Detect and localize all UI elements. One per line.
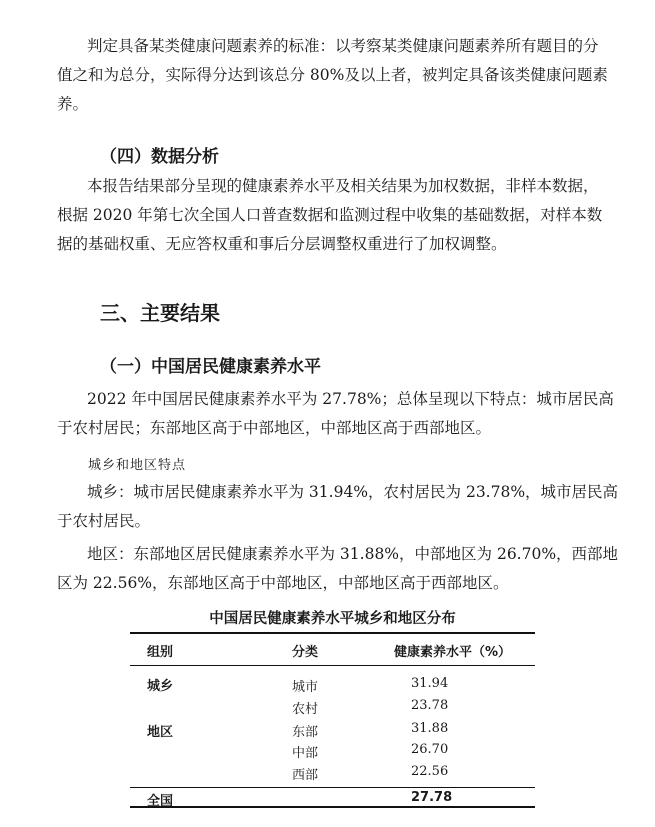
chapter-heading-main-results: 三、主要结果 xyxy=(100,301,220,325)
table-cell-value: 31.88 xyxy=(411,721,449,736)
text-line: 根据 2020 年第七次全国人口普查数据和监测过程中收集的基础数据，对样本数 xyxy=(57,206,603,224)
table-cell-value: 23.78 xyxy=(411,698,449,713)
text-line: 据的基础权重、无应答权重和事后分层调整权重进行了加权调整。 xyxy=(57,235,507,253)
table-cell-value: 26.70 xyxy=(411,742,449,757)
paragraph-region xyxy=(57,540,619,598)
table-header-category: 分类 xyxy=(292,645,319,660)
table-group-label: 城乡 xyxy=(147,679,174,694)
paragraph-overall xyxy=(57,385,614,443)
table-cell-category: 城市 xyxy=(292,680,319,695)
text-line: 区为 22.56%，东部地区高于中部地区，中部地区高于西部地区。 xyxy=(57,574,509,592)
paragraph-urban-rural xyxy=(57,478,619,536)
table-cell-value: 31.94 xyxy=(411,676,449,691)
text-line: 养。 xyxy=(57,95,89,113)
table-total-rule xyxy=(130,787,535,788)
text-line: 地区：东部地区居民健康素养水平为 31.88%，中部地区为 26.70%，西部地 xyxy=(87,545,619,563)
text-line: 城乡：城市居民健康素养水平为 31.94%，农村居民为 23.78%，城市居民高 xyxy=(87,483,619,501)
section-heading-data-analysis: （四）数据分析 xyxy=(100,147,219,167)
table-total-label: 全国 xyxy=(147,794,174,809)
table-cell-category: 东部 xyxy=(292,725,319,740)
text-line: 值之和为总分，实际得分达到该总分 80%及以上者，被判定具备该类健康问题素 xyxy=(57,66,608,84)
subnote-urban-region: 城乡和地区特点 xyxy=(88,458,187,473)
table-bottom-rule xyxy=(130,806,535,808)
table-header-group: 组别 xyxy=(147,645,174,660)
text-line: 于农村居民；东部地区高于中部地区，中部地区高于西部地区。 xyxy=(57,419,492,437)
table-header-rule xyxy=(130,665,535,666)
table-cell-category: 中部 xyxy=(292,746,319,761)
table-cell-category: 农村 xyxy=(292,702,319,717)
table-cell-value: 22.56 xyxy=(411,764,449,779)
table-group-label: 地区 xyxy=(147,725,174,740)
table-header-value: 健康素养水平（%） xyxy=(394,645,512,660)
text-line: 于农村居民。 xyxy=(57,512,151,530)
table-cell-category: 西部 xyxy=(292,768,319,783)
table-caption: 中国居民健康素养水平城乡和地区分布 xyxy=(209,611,456,627)
table-total-value: 27.78 xyxy=(411,790,453,805)
paragraph-criteria xyxy=(57,32,608,119)
text-line: 判定具备某类健康问题素养的标准：以考察某类健康问题素养所有题目的分 xyxy=(87,37,599,55)
section-heading-literacy-level: （一）中国居民健康素养水平 xyxy=(100,357,321,377)
paragraph-data-analysis xyxy=(57,172,603,259)
text-line: 2022 年中国居民健康素养水平为 27.78%；总体呈现以下特点：城市居民高 xyxy=(87,390,614,408)
table-top-rule xyxy=(130,632,535,634)
text-line: 本报告结果部分呈现的健康素养水平及相关结果为加权数据，非样本数据， xyxy=(87,177,599,195)
